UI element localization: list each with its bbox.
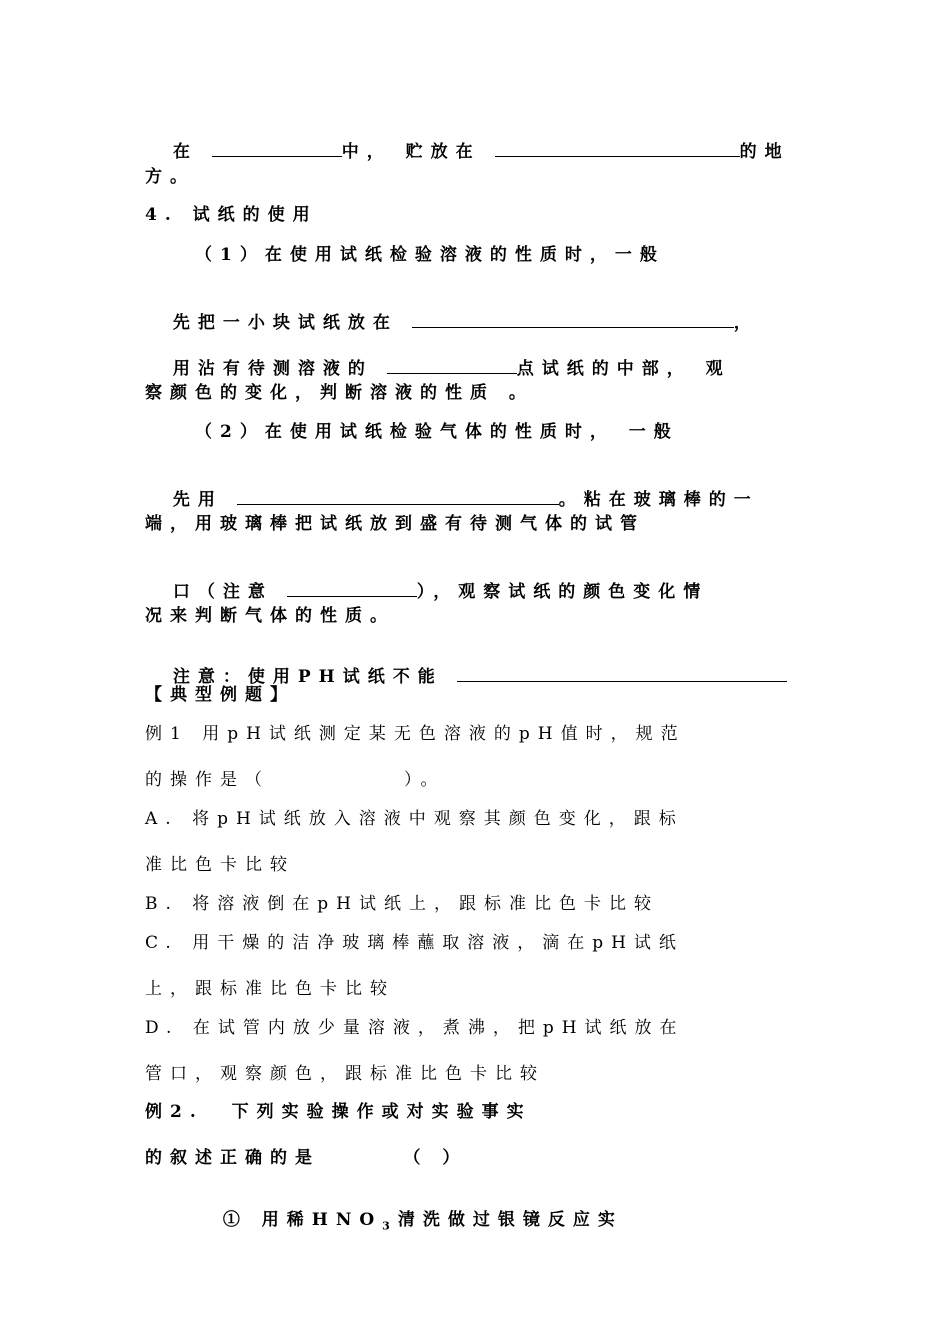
text-segment: 在: [172, 142, 212, 162]
section-heading: 【典型例题】: [145, 685, 295, 705]
fill-in-blank[interactable]: [412, 313, 734, 328]
question-text: 例2. 下列实验操作或对实验事实: [145, 1102, 532, 1122]
text-segment: 中， 贮放在: [341, 142, 495, 162]
option-c-cont: 上，跟标准比色卡比较: [145, 979, 395, 999]
text-segment: 。粘在玻璃棒的一: [558, 490, 759, 510]
text-line: [145, 559, 708, 603]
section-heading: 4. 试纸的使用: [145, 205, 318, 225]
text-segment: 点试纸的中部， 观: [516, 359, 731, 379]
statement-item: [195, 1187, 623, 1231]
option-b: B. 将溶液倒在pH试纸上，跟标准比色卡比较: [145, 894, 660, 914]
text-segment: 注意：使用PH试纸不能: [172, 667, 457, 687]
fill-in-blank[interactable]: [387, 359, 517, 374]
option-d: D. 在试管内放少量溶液，煮沸，把pH试纸放在: [145, 1018, 685, 1038]
text-segment: 用沾有待测溶液的: [172, 359, 387, 379]
subscript: 3: [382, 1219, 398, 1233]
fill-in-blank[interactable]: [495, 142, 740, 157]
fill-in-blank[interactable]: [457, 667, 787, 682]
text-segment: 清洗做过银镜反应实: [397, 1210, 623, 1230]
text-line: 况来判断气体的性质。: [145, 606, 395, 626]
text-line: [145, 290, 759, 334]
text-line: [145, 644, 787, 688]
option-d-cont: 管口，观察颜色，跟标准比色卡比较: [145, 1064, 545, 1084]
text-line: 端，用玻璃棒把试纸放到盛有待测气体的试管: [145, 514, 645, 534]
text-segment: ① 用稀HNO: [222, 1210, 383, 1230]
text-segment: 口（注意: [172, 582, 287, 602]
fill-in-blank[interactable]: [287, 582, 417, 597]
option-a: A. 将pH试纸放入溶液中观察其颜色变化，跟标: [145, 809, 684, 829]
text-segment: ），观察试纸的颜色变化情: [416, 582, 709, 602]
question-text: 的操作是（ ）。: [145, 770, 446, 790]
text-segment: 先把一小块试纸放在: [172, 313, 412, 333]
option-a-cont: 准比色卡比较: [145, 855, 295, 875]
text-line: [145, 467, 759, 511]
fill-in-blank[interactable]: [237, 490, 559, 505]
option-c: C. 用干燥的洁净玻璃棒蘸取溶液，滴在pH试纸: [145, 933, 684, 953]
text-line: （2）在使用试纸检验气体的性质时， 一般: [195, 422, 679, 442]
text-segment: ，: [733, 313, 759, 333]
text-line: 察颜色的变化，判断溶液的性质 。: [145, 383, 534, 403]
text-segment: 的地: [739, 142, 790, 162]
text-line: [145, 336, 731, 380]
text-line: [145, 119, 790, 163]
question-text: 的叙述正确的是 （ ）: [145, 1148, 468, 1168]
fill-in-blank[interactable]: [212, 142, 342, 157]
text-line: （1）在使用试纸检验溶液的性质时，一般: [195, 245, 665, 265]
question-text: 例1 用pH试纸测定某无色溶液的pH值时，规范: [145, 724, 686, 744]
text-line: 方。: [145, 167, 195, 187]
text-segment: 先用: [172, 490, 237, 510]
